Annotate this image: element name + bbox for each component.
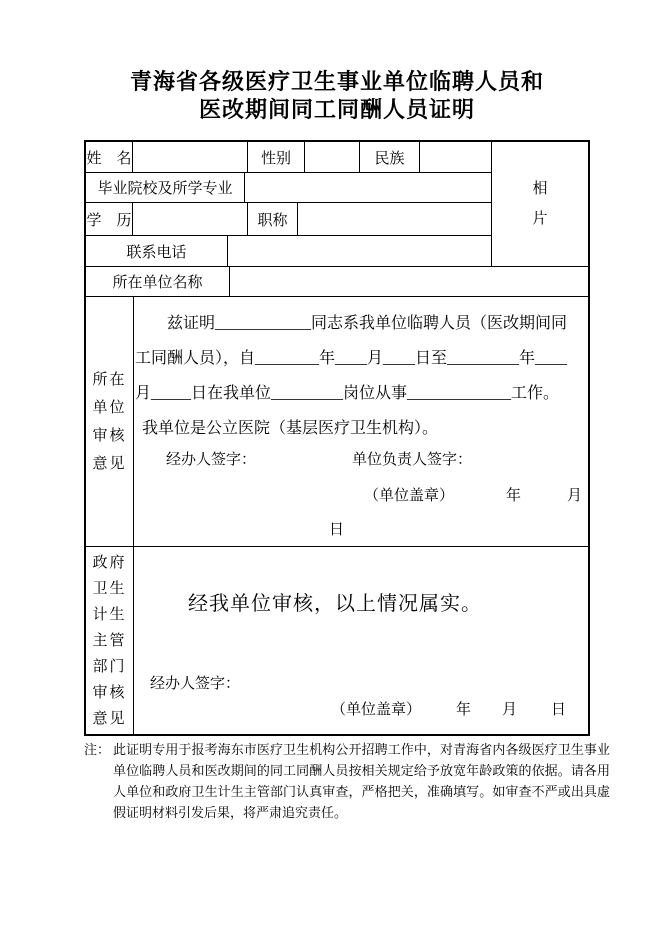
row-unit-name — [86, 267, 588, 297]
employer-review-content[interactable] — [134, 297, 588, 546]
handler-signature-label: 经办人签字： — [166, 452, 257, 468]
year-label: 年 — [506, 488, 522, 504]
education-label: 学 历 — [86, 203, 133, 235]
phone-value-cell[interactable] — [228, 236, 491, 266]
handler-signature-label: 经办人签字： — [150, 676, 241, 692]
certificate-form-table — [84, 140, 590, 736]
name-label: 姓 名 — [86, 142, 133, 172]
document-title-line1: 青海省各级医疗卫生事业单位临聘人员和 — [129, 69, 544, 94]
government-review-section — [86, 547, 588, 734]
row-phone — [86, 236, 491, 266]
employer-review-label-line: 审核 — [92, 427, 127, 444]
government-review-label-line: 意见 — [92, 710, 127, 727]
photo-label-char1: 相 — [532, 181, 548, 197]
ethnicity-value-cell[interactable] — [420, 142, 491, 172]
footnote-text: 此证明专用于报考海东市医疗卫生机构公开招聘工作中，对青海省内各级医疗卫生事业单位临聘人员和医改期间的同工同酬人员按相关规定给予放宽年龄政策的依据。请各用人单位和政府卫生计生主管部门认真审查，严格把关，准确填写。如审查不严或出具虚假证明材料引发后果，将严肃追究责任。 — [113, 742, 610, 820]
month-label: 月 — [502, 702, 518, 718]
employer-review-label-line: 单位 — [92, 399, 127, 416]
education-value-cell[interactable] — [133, 203, 248, 235]
employer-review-label — [86, 297, 134, 546]
name-value-cell[interactable] — [133, 142, 248, 172]
employer-review-label-line: 所在 — [92, 371, 127, 388]
row-name — [86, 142, 491, 173]
footnote-prefix: 注： — [84, 742, 111, 757]
government-review-label-line: 政府 — [92, 554, 127, 571]
employer-review-section — [86, 297, 588, 547]
year-label: 年 — [456, 702, 472, 718]
school-major-value-cell[interactable] — [245, 173, 491, 202]
government-review-label — [86, 547, 134, 734]
day-label: 日 — [551, 702, 567, 718]
header-left-grid — [86, 142, 492, 266]
footnote — [84, 739, 610, 823]
government-review-label-line: 审核 — [92, 684, 127, 701]
gender-value-cell[interactable] — [305, 142, 360, 172]
gender-label: 性别 — [248, 142, 305, 172]
government-review-content[interactable] — [134, 547, 588, 734]
employer-review-label-line: 意见 — [92, 455, 127, 472]
row-school — [86, 173, 491, 203]
certification-paragraph: 兹证明____________同志系我单位临聘人员（医改期间同工同酬人员），自________年____月____日至_________年____月_____日在我单位_________岗位从事_____________工作。 — [135, 315, 568, 402]
prof-title-label: 职称 — [248, 203, 298, 235]
header-block — [86, 142, 588, 267]
unit-stamp-label: （单位盖章） — [331, 702, 422, 718]
document-title — [84, 68, 590, 124]
unit-name-label: 所在单位名称 — [86, 267, 230, 296]
phone-label: 联系电话 — [86, 236, 228, 266]
month-label: 月 — [567, 488, 583, 504]
day-label: 日 — [329, 522, 345, 538]
unit-stamp-label: （单位盖章） — [364, 488, 455, 504]
photo-label-char2: 片 — [532, 211, 548, 227]
school-major-label: 毕业院校及所学专业 — [86, 173, 245, 202]
photo-cell[interactable] — [492, 142, 588, 266]
government-review-label-line: 部门 — [92, 658, 127, 675]
unit-name-value-cell[interactable] — [230, 267, 588, 296]
row-education — [86, 203, 491, 236]
government-review-label-line: 计生 — [92, 606, 127, 623]
ethnicity-label: 民族 — [360, 142, 420, 172]
document-title-line2: 医改期间同工同酬人员证明 — [198, 97, 475, 122]
prof-title-value-cell[interactable] — [298, 203, 491, 235]
hospital-type-line: 我单位是公立医院（基层医疗卫生机构）。 — [142, 420, 439, 437]
unit-head-signature-label: 单位负责人签字： — [352, 452, 473, 468]
verification-statement: 经我单位审核，以上情况属实。 — [188, 593, 482, 615]
government-review-label-line: 卫生 — [92, 580, 127, 597]
government-review-label-line: 主管 — [92, 632, 127, 649]
